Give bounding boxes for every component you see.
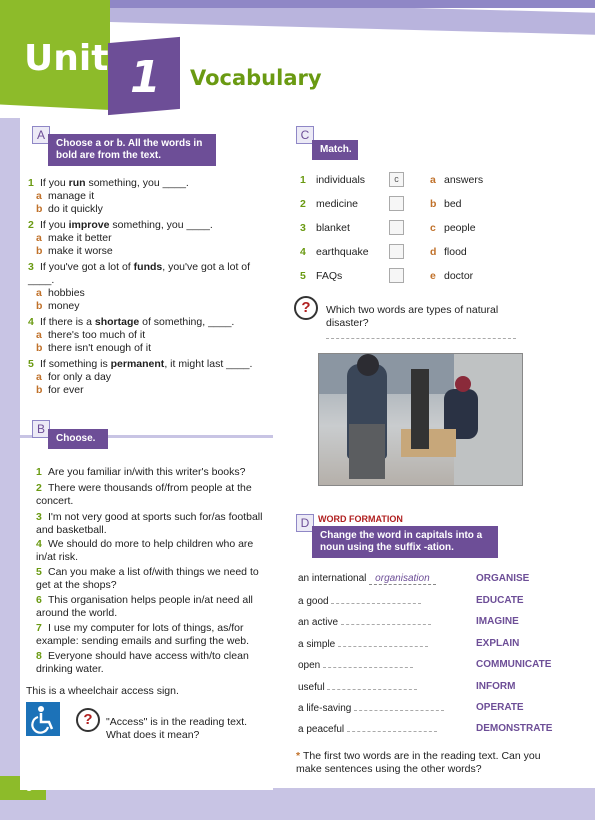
item-number: 4 (36, 538, 42, 550)
answer-blank (354, 702, 444, 711)
option-letter: a (36, 190, 42, 202)
option-text: make it worse (48, 245, 113, 257)
match-word: people (444, 222, 476, 234)
match-right-item (430, 246, 520, 259)
bold-word: run (68, 177, 86, 189)
answer-text: organisation (369, 573, 435, 585)
footer-band (0, 788, 595, 820)
item-text: I'm not very good at sports such for/as football and basketball. (36, 511, 263, 536)
option-a (28, 190, 268, 203)
section-b-letter: B (32, 420, 50, 438)
stem-post: , you've got a lot of ____. (28, 261, 251, 286)
question-item (28, 316, 268, 355)
match-letter: e (430, 270, 436, 282)
bold-word: shortage (94, 316, 140, 328)
option-b (28, 384, 268, 397)
option-b (28, 203, 268, 216)
section-a-instruction: Choose a or b. All the words in bold are from the text. (48, 134, 216, 166)
match-word: medicine (316, 198, 359, 210)
bold-word: improve (68, 219, 110, 231)
match-right-item (430, 222, 520, 235)
option-text: make it better (48, 232, 112, 244)
match-left-item (300, 174, 390, 187)
phrase-text: an active (298, 617, 341, 628)
stem-pre: If you (40, 219, 69, 231)
option-text: money (48, 300, 80, 312)
question-mark-icon: ? (294, 296, 318, 320)
section-d-heading: WORD FORMATION (318, 514, 403, 524)
choose-item (36, 622, 266, 648)
item-number: 6 (36, 594, 42, 606)
answer-line (326, 338, 516, 339)
item-number: 8 (36, 650, 42, 662)
stem-post: , it might last ____. (164, 358, 253, 370)
match-letter: a (430, 174, 436, 186)
answer-blank (327, 681, 417, 690)
option-a (28, 287, 268, 300)
choose-item (36, 566, 266, 592)
answer-blank (323, 659, 413, 668)
option-text: there's too much of it (48, 329, 146, 341)
section-c-letter: C (296, 126, 314, 144)
option-letter: a (36, 287, 42, 299)
option-text: for ever (48, 384, 84, 396)
option-letter: b (36, 342, 43, 354)
match-word: blanket (316, 222, 350, 234)
option-a (28, 329, 268, 342)
option-b (28, 245, 268, 258)
stem-post: of something, ____. (139, 316, 235, 328)
option-letter: b (36, 203, 43, 215)
answer-blank (331, 595, 421, 604)
match-right-item (430, 174, 520, 187)
left-margin-band (0, 118, 20, 818)
answer-box[interactable] (389, 268, 404, 283)
choose-item (36, 594, 266, 620)
match-left-item (300, 246, 390, 259)
option-text: do it quickly (48, 203, 103, 215)
bold-word: permanent (110, 358, 165, 370)
page-title: Vocabulary (190, 66, 322, 90)
stem-pre: If you've got a lot of (40, 261, 134, 273)
choose-item (36, 511, 266, 537)
item-text: Are you familiar in/with this writer's books? (48, 466, 246, 478)
sign-caption: This is a wheelchair access sign. (26, 685, 179, 697)
phrase-text: a peaceful (298, 724, 347, 735)
match-left-item (300, 222, 390, 235)
answer-blank (347, 723, 437, 732)
option-letter: b (36, 245, 43, 257)
question-stem (28, 177, 268, 190)
phrase-text: useful (298, 682, 328, 693)
match-word: bed (444, 198, 462, 210)
capitals-word: INFORM (476, 681, 516, 692)
question-number: 3 (28, 261, 34, 273)
match-word: earthquake (316, 246, 369, 258)
answer-box[interactable] (389, 244, 404, 259)
option-letter: b (36, 384, 43, 396)
wheelchair-icon (26, 702, 60, 736)
word-formation-phrase (298, 573, 436, 584)
word-formation-phrase (298, 681, 417, 693)
capitals-word: EDUCATE (476, 595, 524, 606)
choose-item (36, 482, 266, 508)
match-number: 3 (300, 222, 306, 234)
item-number: 7 (36, 622, 42, 634)
phrase-text: a simple (298, 639, 339, 650)
option-letter: a (36, 329, 42, 341)
question-number: 1 (28, 177, 34, 189)
word-formation-phrase (298, 659, 413, 671)
match-letter: b (430, 198, 437, 210)
match-number: 2 (300, 198, 306, 210)
option-letter: b (36, 300, 43, 312)
option-text: for only a day (48, 371, 112, 383)
question-mark-icon: ? (76, 708, 100, 732)
section-d-letter: D (296, 514, 314, 532)
bold-word: funds (133, 261, 163, 273)
question-item (28, 219, 268, 258)
match-number: 1 (300, 174, 306, 186)
answer-blank (341, 616, 431, 625)
capitals-word: COMMUNICATE (476, 659, 552, 670)
word-formation-phrase (298, 638, 428, 650)
word-formation-phrase (298, 616, 431, 628)
match-letter: c (430, 222, 436, 234)
option-letter: a (36, 232, 42, 244)
match-word: individuals (316, 174, 366, 186)
question-item (28, 177, 268, 216)
item-text: There were thousands of/from people at the concert. (36, 482, 252, 507)
item-text: We should do more to help children who are in/at risk. (36, 538, 254, 563)
sign-question: "Access" is in the reading text. What does it mean? (106, 716, 248, 741)
phrase-text: open (298, 660, 324, 671)
section-c-instruction: Match. (312, 140, 358, 160)
option-text: hobbies (48, 287, 85, 299)
unit-label: Unit (24, 38, 109, 79)
section-d-note: * The first two words are in the reading text. Can you make sentences using the other words? (296, 750, 541, 775)
match-word: doctor (444, 270, 474, 282)
option-b (28, 342, 268, 355)
section-a-letter: A (32, 126, 50, 144)
match-right-item (430, 198, 520, 211)
capitals-word: IMAGINE (476, 616, 519, 627)
question-stem (28, 316, 268, 329)
stem-pre: If there is a (40, 316, 95, 328)
item-number: 3 (36, 511, 42, 523)
choose-item (36, 650, 266, 676)
match-right-item (430, 270, 520, 283)
capitals-word: ORGANISE (476, 573, 530, 584)
question-number: 2 (28, 219, 34, 231)
match-number: 4 (300, 246, 306, 258)
match-left-item (300, 270, 390, 283)
question-item (28, 261, 268, 313)
item-text: Can you make a list of/with things we need to get at the shops? (36, 566, 259, 591)
item-number: 1 (36, 466, 42, 478)
phrase-text: a good (298, 596, 332, 607)
unit-number: 1 (130, 52, 161, 103)
match-word: FAQs (316, 270, 343, 282)
header-band-dark (110, 0, 595, 8)
phrase-text: an international (298, 573, 370, 584)
capitals-word: EXPLAIN (476, 638, 520, 649)
match-letter: d (430, 246, 437, 258)
capitals-word: DEMONSTRATE (476, 723, 553, 734)
option-text: there isn't enough of it (48, 342, 151, 354)
match-number: 5 (300, 270, 306, 282)
choose-item (36, 538, 266, 564)
section-d-instruction: Change the word in capitals into a noun using the suffix -ation. (312, 526, 498, 558)
item-text: Everyone should have access with/to clean drinking water. (36, 650, 249, 675)
option-b (28, 300, 268, 313)
stem-post: something, you ____. (109, 219, 213, 231)
item-number: 2 (36, 482, 42, 494)
word-formation-phrase (298, 723, 437, 735)
street-photo (318, 353, 523, 486)
item-number: 5 (36, 566, 42, 578)
capitals-word: OPERATE (476, 702, 524, 713)
option-text: manage it (48, 190, 95, 202)
match-left-item (300, 198, 390, 211)
option-letter: a (36, 371, 42, 383)
match-word: answers (444, 174, 484, 186)
item-text: I use my computer for lots of things, as/for example: sending emails and surfing the web. (36, 622, 250, 647)
note-text: The first two words are in the reading text. Can you make sentences using the other words? (296, 750, 541, 775)
section-c-question: Which two words are types of natural disaster? (326, 304, 499, 329)
item-text: This organisation helps people in/at need all around the world. (36, 594, 253, 619)
stem-pre: If something is (40, 358, 111, 370)
question-stem (28, 261, 268, 287)
question-number: 5 (28, 358, 34, 370)
section-b-instruction: Choose. (48, 429, 108, 449)
word-formation-phrase (298, 595, 421, 607)
question-item (28, 358, 268, 397)
stem-pre: If you (40, 177, 69, 189)
phrase-text: a life-saving (298, 703, 355, 714)
question-number: 4 (28, 316, 34, 328)
question-stem (28, 219, 268, 232)
answer-box[interactable] (389, 220, 404, 235)
choose-item (36, 466, 266, 479)
answer-box[interactable]: c (389, 172, 404, 187)
stem-post: something, you ____. (85, 177, 189, 189)
word-formation-phrase (298, 702, 444, 714)
match-word: flood (444, 246, 467, 258)
question-stem (28, 358, 268, 371)
answer-blank (338, 638, 428, 647)
option-a (28, 232, 268, 245)
option-a (28, 371, 268, 384)
answer-box[interactable] (389, 196, 404, 211)
